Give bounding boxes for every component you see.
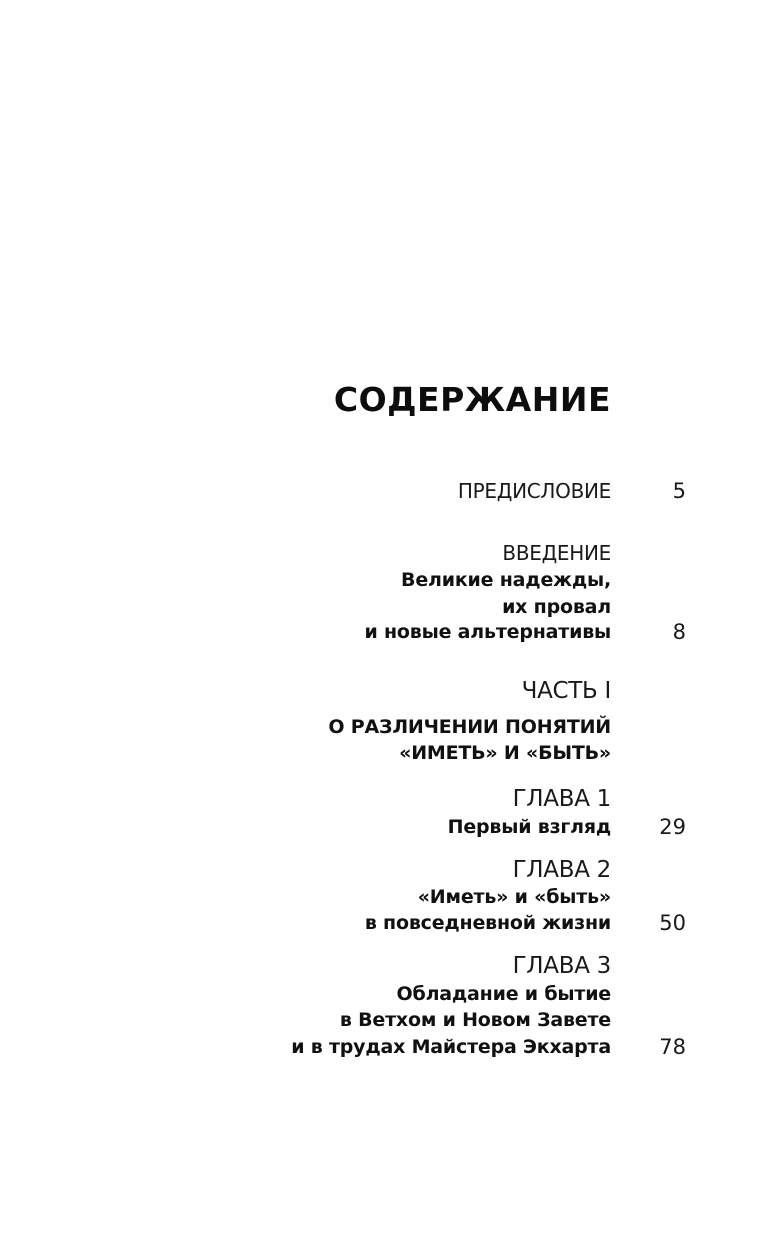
entry-title-line: О РАЗЛИЧЕНИИ ПОНЯТИЙ: [328, 716, 611, 738]
entry-label: ГЛАВА 2: [512, 857, 611, 883]
entry-title-line: Обладание и бытие: [396, 983, 611, 1005]
entry-label: ГЛАВА 3: [512, 953, 611, 979]
toc-title: СОДЕРЖАНИЕ: [333, 380, 611, 419]
entry-title-line: их провал: [502, 596, 611, 618]
entry-title-line: и в трудах Майстера Экхарта: [291, 1036, 611, 1058]
entry-label: ВВЕДЕНИЕ: [502, 541, 611, 565]
entry-title-line: «ИМЕТЬ» И «БЫТЬ»: [399, 742, 611, 764]
entry-title-line: в Ветхом и Новом Завете: [339, 1009, 611, 1031]
page-number: 8: [672, 620, 686, 644]
page-number: 78: [659, 1035, 686, 1059]
entry-title-line: «Иметь» и «быть»: [417, 886, 611, 908]
page-number: 29: [659, 815, 686, 839]
entry-title-line: Великие надежды,: [401, 569, 611, 591]
entry-title-line: в повседневной жизни: [364, 912, 611, 934]
page-number: 50: [659, 911, 686, 935]
entry-label: ПРЕДИСЛОВИЕ: [457, 479, 611, 503]
entry-label: ГЛАВА 1: [512, 786, 611, 812]
page-number: 5: [672, 479, 686, 503]
entry-label: ЧАСТЬ I: [521, 678, 611, 704]
entry-title-line: и новые альтернативы: [364, 621, 611, 643]
entry-title-line: Первый взгляд: [447, 816, 611, 838]
